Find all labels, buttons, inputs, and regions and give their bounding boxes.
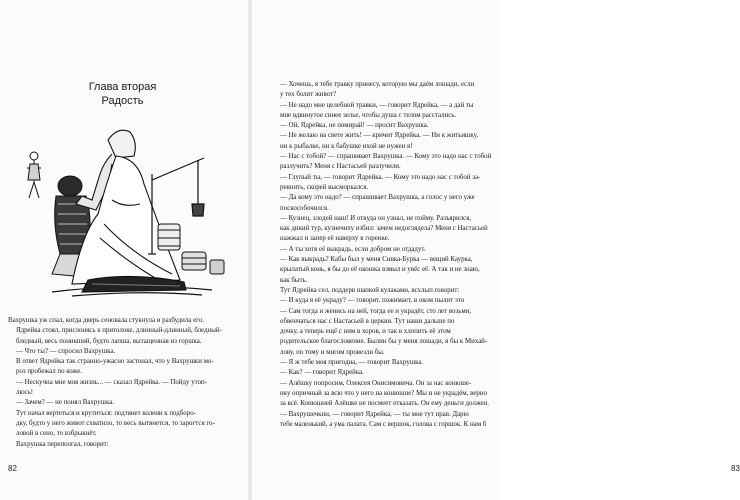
text-line: у тех болит живот?	[280, 91, 337, 99]
left-page-text	[8, 316, 238, 450]
text-line: нажжал и запер её наверху в горенке.	[280, 235, 390, 243]
text-line: крылатый конь, я бы до её окошка взмыл и увёс её. А так и не знаю,	[280, 266, 480, 274]
text-line: — Глупый ты, — говорит Ядрейка. — Кому это надо нас с тобой за-	[280, 173, 481, 181]
text-line: — Да кому это надо? — спрашивает Вахрушка, а голос у него уже	[280, 194, 475, 202]
page-number-left: 82	[8, 464, 17, 473]
chapter-illustration	[12, 104, 244, 302]
text-line: ни к рыбалке, ни к бабушке ихой не нужен я!	[280, 142, 413, 150]
text-line: — Как выкрадь? Кабы был у меня Сивка-Бурка — вещий Каурка,	[280, 256, 473, 264]
text-line: разлучить? Меня с Настасьей разлучили.	[280, 163, 401, 171]
text-line: — Нескучна мне моя жизнь... — сказал Ядрейка. — Пойду утоп-	[16, 378, 207, 386]
text-line: обвенчаться нас с Настасьей в церкви. Тут наши дальше по	[280, 317, 455, 325]
text-line: ловой в сено, то взбрыкнёт.	[16, 430, 97, 438]
text-line: дку, будто у него живот схватило, то весь вытянется, то зарогтся го-	[16, 419, 215, 427]
text-line: тебе маленький, а ума палата. Сам с вершок, голова с горшок. К нам б	[280, 420, 487, 428]
text-line: бледный, весь поникший, будто лапша, вытащенная из горшка.	[16, 337, 202, 345]
text-line: — Ой, Ядрейка, не помирай! — просит Вахрушка.	[280, 122, 429, 130]
text-line: — Не желаю на свете жить! — кричит Ядрейка. — Ни к житьишку,	[280, 132, 479, 140]
text-line: В ответ Ядрейка так странно-ужасно застонал, что у Вахрушки мо-	[16, 358, 214, 366]
text-line: — А ты хотя её выкрадь, если добром не отдадут.	[280, 245, 426, 253]
text-line: — Вахрушечкин, — говорит Ядрейка, — ты мне тут прав. Дарю	[280, 410, 469, 418]
text-line: нку опричный за всю что у него на конюшне? Мы и не украдём, верно	[280, 389, 487, 397]
small-figure	[27, 152, 41, 198]
text-line: Ядрейка стоял, прислонясь к притолоке, длинный-длинный, бледный-	[16, 327, 222, 335]
text-line: люсь!	[16, 389, 34, 397]
text-line: лову, по тому и мигом провезли бы.	[280, 348, 385, 356]
text-line: — Я ж тебе моя пригодна, — говорит Вахрушка.	[280, 359, 424, 367]
text-line: дочку, а теперь ещё с ним в хоров, и так в хлопить её этом	[280, 328, 451, 336]
text-line: — Кузнец, злодей наш! И откуда он узнал, не пойму. Разъярился,	[280, 214, 472, 222]
text-line: Вахрушка переполгал, говорит:	[16, 440, 109, 448]
text-line: — Нас с тобой? — спрашивает Вахрушка. — Кому это надо нас с тобой	[280, 153, 492, 161]
text-line: — Как? — говорит Ядрейка.	[280, 369, 364, 377]
text-line: за всё. Конюшней Алёшке не посмеет отказать. Он ему деньги должен.	[280, 400, 489, 408]
text-line: Тут Ядрейка сел, поддерв шапкой кулаками, всхлып говорит:	[280, 286, 460, 294]
text-line: мне вдвинутое синее зелье, чтобы душа с телом расстались.	[280, 111, 457, 119]
text-line: поскособочился.	[280, 204, 329, 212]
text-line: — Что ты? — спросил Вахрушка.	[16, 347, 116, 355]
text-line: родительское благословение. Былин бы у меня лошади, я бы к Михай-	[280, 338, 488, 346]
text-line: — Хочешь, я тебе травку принесу, которую мы даём лошади, если	[280, 81, 475, 88]
text-line: Вахрушка уж спал, когда дверь сеновала стукнула и разбудила его.	[8, 317, 204, 324]
text-line: Тут начал вертеться и крутиться: подтянет колени к подборо-	[16, 409, 196, 417]
text-line: — Сам тогда и женись на ней, тогда ее и украдёт, сто лет возьми,	[280, 307, 472, 315]
chapter-title: Глава вторая	[88, 81, 157, 93]
text-line: ревнить, скорей высморкался.	[280, 183, 369, 191]
text-line: роз пробежал по коже.	[16, 368, 83, 376]
right-page-text	[272, 80, 494, 430]
text-line: — Алёшку попросим, Олексея Онисимовича. Он за нас конюше-	[280, 379, 472, 387]
chapter-subtitle: Радость	[101, 95, 144, 107]
text-line: — И куда я её украду? — говорит, пожимает, в оком пылит это	[280, 297, 465, 305]
text-line: — Не надо мне целебной травки, — говорит Ядрейка, — а дай ты	[280, 101, 474, 109]
page-number-right: 83	[731, 464, 740, 473]
text-line: как дикий тур, кузнечиху избил: зачем недоглядела? Меня с Настасьей	[280, 225, 488, 233]
left-page	[0, 0, 250, 500]
text-line: — Зачем? — не понял Вахрушка.	[16, 399, 114, 407]
text-line: как быть.	[280, 276, 308, 284]
